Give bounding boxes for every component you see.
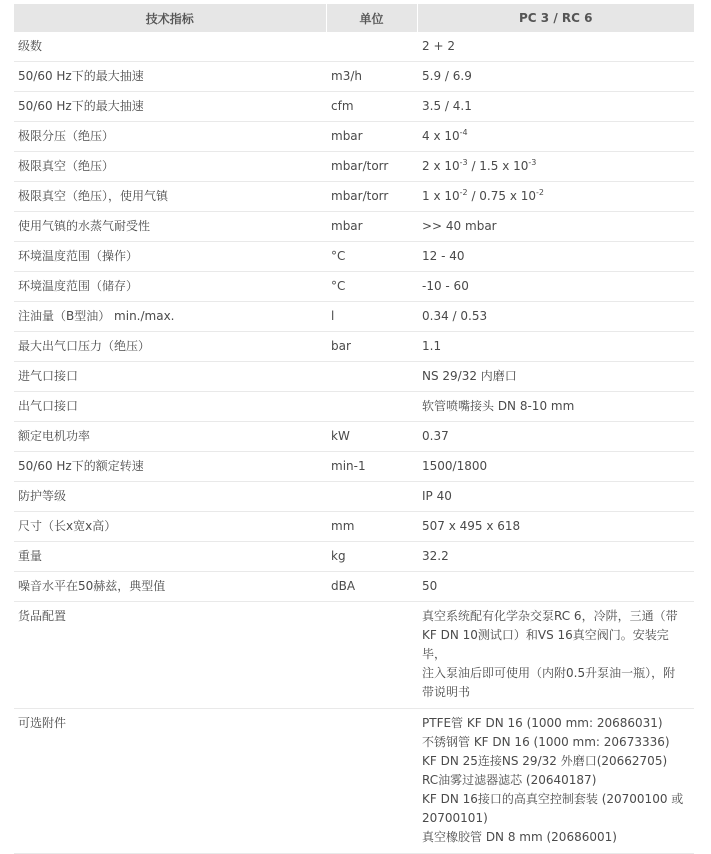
table-row (14, 62, 694, 92)
spec-value: -10 - 60 (417, 272, 694, 302)
value-line: 真空系统配有化学杂交泵RC 6，冷阱，三通（带 (422, 609, 678, 623)
value-line: 不锈钢管 KF DN 16 (1000 mm: 20673336) (422, 735, 670, 749)
spec-unit (326, 482, 417, 512)
value-text: 2 x 10 (422, 159, 460, 173)
spec-label: 额定电机功率 (14, 422, 326, 452)
exponent: -2 (536, 188, 544, 197)
value-text: 1 x 10 (422, 189, 460, 203)
spec-label: 重量 (14, 542, 326, 572)
spec-unit: min-1 (326, 452, 417, 482)
spec-unit (326, 392, 417, 422)
spec-value (417, 182, 694, 212)
spec-label: 50/60 Hz下的最大抽速 (14, 92, 326, 122)
spec-label: 级数 (14, 32, 326, 62)
spec-label: 50/60 Hz下的最大抽速 (14, 62, 326, 92)
table-row (14, 392, 694, 422)
spec-label: 防护等级 (14, 482, 326, 512)
value-line: RC油雾过滤器滤芯 (20640187) (422, 773, 597, 787)
value-line: 带说明书 (422, 685, 471, 699)
table-row (14, 602, 694, 709)
spec-value: IP 40 (417, 482, 694, 512)
spec-value: 0.37 (417, 422, 694, 452)
exponent: -3 (459, 158, 468, 167)
spec-value: 50 (417, 572, 694, 602)
exponent: -4 (459, 128, 468, 137)
spec-value: 32.2 (417, 542, 694, 572)
spec-unit: mbar (326, 122, 417, 152)
table-row (14, 92, 694, 122)
value-line: KF DN 16接口的高真空控制套装 (20700100 或 (422, 792, 684, 806)
spec-value (417, 709, 694, 854)
spec-unit (326, 362, 417, 392)
value-text: / 1.5 x 10 (467, 159, 529, 173)
spec-label: 噪音水平在50赫兹，典型值 (14, 572, 326, 602)
value-line: 20700101) (422, 811, 488, 825)
spec-label: 极限真空（绝压） (14, 152, 326, 182)
spec-unit: dBA (326, 572, 417, 602)
header-unit: 单位 (326, 4, 417, 32)
value-line: KF DN 25连接NS 29/32 外磨口(20662705) (422, 754, 668, 768)
spec-value: 0.34 / 0.53 (417, 302, 694, 332)
table-row (14, 709, 694, 854)
table-row (14, 452, 694, 482)
spec-unit: mm (326, 512, 417, 542)
spec-unit: mbar/torr (326, 182, 417, 212)
table-row (14, 182, 694, 212)
table-row (14, 242, 694, 272)
header-model: PC 3 / RC 6 (417, 4, 694, 32)
spec-value: 12 - 40 (417, 242, 694, 272)
spec-value: 507 x 495 x 618 (417, 512, 694, 542)
spec-unit: mbar/torr (326, 152, 417, 182)
spec-unit (326, 709, 417, 854)
table-row (14, 302, 694, 332)
table-header (14, 4, 694, 32)
table-row (14, 362, 694, 392)
spec-value: 1500/1800 (417, 452, 694, 482)
spec-unit: °C (326, 242, 417, 272)
spec-unit: kg (326, 542, 417, 572)
table-row (14, 152, 694, 182)
spec-unit: kW (326, 422, 417, 452)
spec-value: 5.9 / 6.9 (417, 62, 694, 92)
spec-unit (326, 32, 417, 62)
value-line: 注入泵油后即可使用（内附0.5升泵油一瓶），附 (422, 666, 676, 680)
spec-table (14, 4, 694, 854)
spec-value: >> 40 mbar (417, 212, 694, 242)
header-spec: 技术指标 (14, 4, 326, 32)
table-row (14, 122, 694, 152)
spec-label: 使用气镇的水蒸气耐受性 (14, 212, 326, 242)
table-row (14, 422, 694, 452)
spec-unit: cfm (326, 92, 417, 122)
spec-value: 软管喷嘴接头 DN 8-10 mm (417, 392, 694, 422)
spec-label: 50/60 Hz下的额定转速 (14, 452, 326, 482)
value-line: KF DN 10测试口）和VS 16真空阀门。安装完毕， (422, 628, 669, 661)
spec-unit: mbar (326, 212, 417, 242)
value-text: / 0.75 x 10 (467, 189, 537, 203)
spec-label: 可选附件 (14, 709, 326, 854)
spec-unit: °C (326, 272, 417, 302)
header-row (14, 4, 694, 32)
spec-value: 2 + 2 (417, 32, 694, 62)
table-body (14, 32, 694, 854)
spec-label: 环境温度范围（操作） (14, 242, 326, 272)
spec-label: 最大出气口压力（绝压） (14, 332, 326, 362)
table-row (14, 542, 694, 572)
spec-label: 极限分压（绝压） (14, 122, 326, 152)
spec-unit: l (326, 302, 417, 332)
spec-label: 出气口接口 (14, 392, 326, 422)
spec-unit (326, 602, 417, 709)
spec-label: 注油量（B型油） min./max. (14, 302, 326, 332)
table-row (14, 512, 694, 542)
table-row (14, 32, 694, 62)
spec-value (417, 122, 694, 152)
value-line: 真空橡胶管 DN 8 mm (20686001) (422, 830, 617, 844)
value-text: 4 x 10 (422, 129, 460, 143)
exponent: -2 (459, 188, 468, 197)
spec-label: 极限真空（绝压），使用气镇 (14, 182, 326, 212)
spec-label: 尺寸（长x宽x高） (14, 512, 326, 542)
spec-value (417, 602, 694, 709)
spec-label: 进气口接口 (14, 362, 326, 392)
spec-value: NS 29/32 内磨口 (417, 362, 694, 392)
table-row (14, 572, 694, 602)
spec-value (417, 152, 694, 182)
spec-value: 1.1 (417, 332, 694, 362)
table-row (14, 272, 694, 302)
value-line: PTFE管 KF DN 16 (1000 mm: 20686031) (422, 716, 663, 730)
spec-value: 3.5 / 4.1 (417, 92, 694, 122)
exponent: -3 (528, 158, 537, 167)
table-row (14, 212, 694, 242)
spec-label: 货品配置 (14, 602, 326, 709)
table-row (14, 332, 694, 362)
spec-label: 环境温度范围（储存） (14, 272, 326, 302)
spec-unit: m3/h (326, 62, 417, 92)
table-row (14, 482, 694, 512)
spec-unit: bar (326, 332, 417, 362)
